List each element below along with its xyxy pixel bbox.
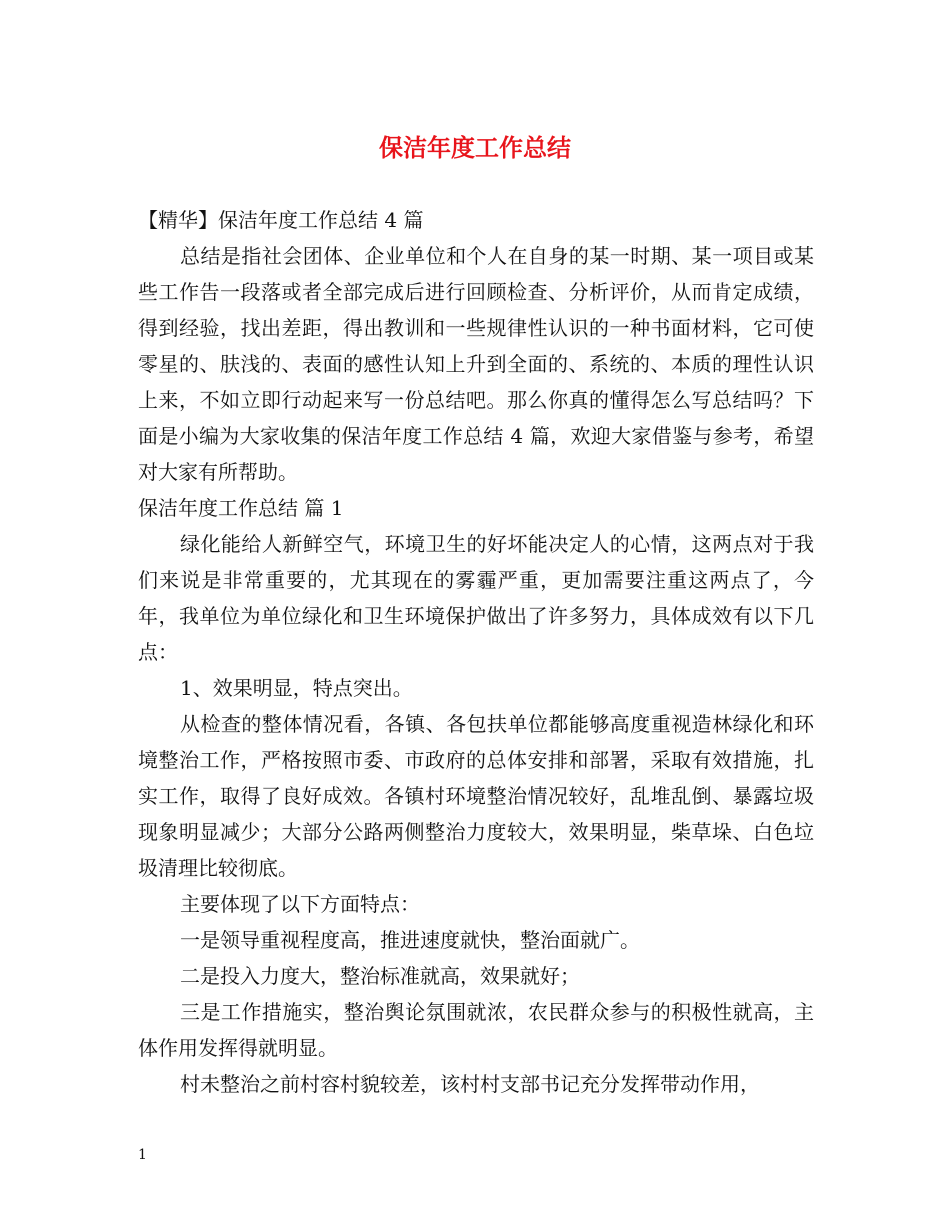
body-paragraph: 一是领导重视程度高，推进速度就快，整治面就广。: [180, 928, 640, 952]
body-paragraph: 村未整治之前村容村貌较差，该村村支部书记充分发挥带动作用，: [180, 1072, 760, 1096]
body-paragraph: 从检查的整体情况看，各镇、各包扶单位都能够高度重视造林绿化和环境整治工作，严格按照市委、市政府的总体安排和部署，采取有效措施，扎实工作，取得了良好成效。各镇村环境整治情况较好，乱堆乱倒、暴露垃圾现象明显减少；大部分公路两侧整治力度较大，效果明显，柴草垛、白色垃圾清理比较彻底。: [138, 712, 814, 880]
page-number: 1: [138, 1147, 147, 1163]
body-paragraph: 主要体现了以下方面特点：: [180, 892, 420, 916]
body-paragraph: 三是工作措施实，整治舆论氛围就浓，农民群众参与的积极性就高，主体作用发挥得就明显。: [138, 1000, 814, 1060]
document-body: [138, 202, 814, 1102]
intro-paragraph: 总结是指社会团体、企业单位和个人在自身的某一时期、某一项目或某些工作告一段落或者全部完成后进行回顾检查、分析评价，从而肯定成绩，得到经验，找出差距，得出教训和一些规律性认识的一种书面材料，它可使零星的、肤浅的、表面的感性认知上升到全面的、系统的、本质的理性认识上来，不如立即行动起来写一份总结吧。那么你真的懂得怎么写总结吗？下面是小编为大家收集的保洁年度工作总结 4 篇，欢迎大家借鉴与参考，希望对大家有所帮助。: [138, 244, 814, 484]
section-heading: 保洁年度工作总结 篇 1: [138, 496, 344, 520]
document-title: 保洁年度工作总结: [379, 133, 571, 162]
intro-heading: 【精华】保洁年度工作总结 4 篇: [138, 208, 424, 232]
body-paragraph: 二是投入力度大，整治标准就高，效果就好；: [180, 964, 580, 988]
body-paragraph: 绿化能给人新鲜空气，环境卫生的好坏能决定人的心情，这两点对于我们来说是非常重要的，尤其现在的雾霾严重，更加需要注重这两点了，今年，我单位为单位绿化和卫生环境保护做出了许多努力，具体成效有以下几点：: [138, 532, 814, 664]
body-paragraph: 1、效果明显，特点突出。: [180, 676, 413, 700]
